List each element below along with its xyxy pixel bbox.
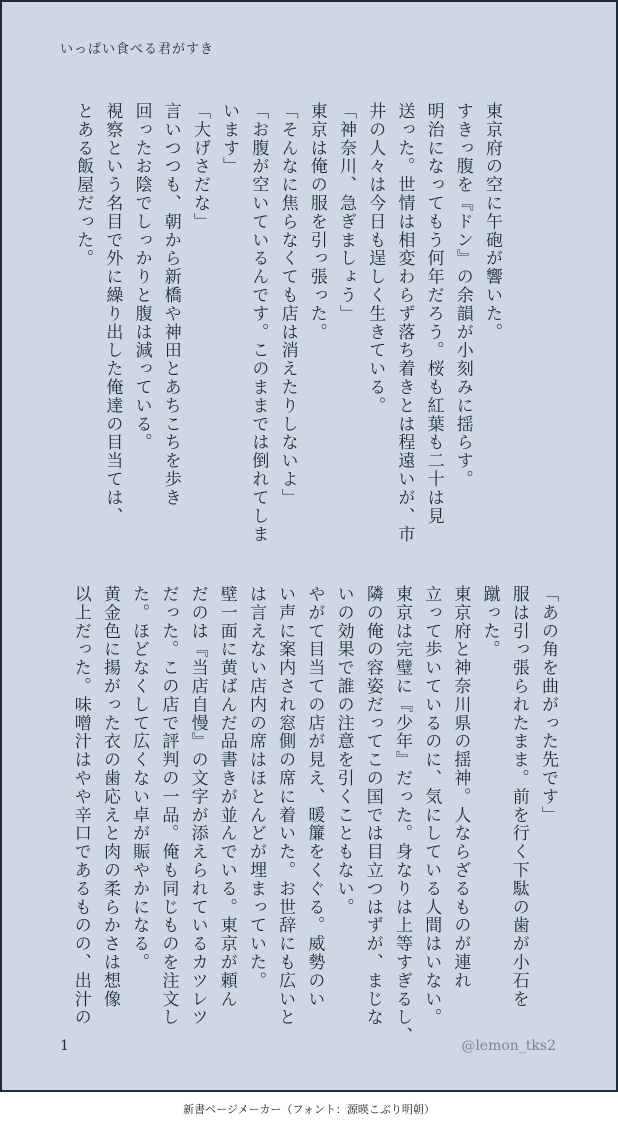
text-line: 立って歩いているのに、気にしている人間はいない。 xyxy=(421,585,442,1027)
text-line: 言いつつも、朝から新橋や神田とあちこちを歩き xyxy=(160,102,181,507)
text-line: やがて目当ての店が見え、暖簾をくぐる。威勢のい xyxy=(304,585,325,1009)
text-line: 送った。世情は相変わらず落ち着きとは程遠いが、市 xyxy=(394,102,415,544)
page-number: 1 xyxy=(60,1038,69,1054)
text-line: 視察という名目で外に繰り出した俺達の目当ては、 xyxy=(102,102,123,526)
text-line: とある飯屋だった。 xyxy=(73,102,94,268)
running-header: いっぱい食べる君がすき xyxy=(60,42,215,57)
text-line: います」 xyxy=(219,102,240,176)
text-line: た。ほどなくして広くない卓が賑やかになる。 xyxy=(129,585,150,972)
text-line: 以上だった。味噌汁はやや辛口であるものの、出汁の xyxy=(70,585,91,1027)
text-line: 東京府の空に午砲が響いた。 xyxy=(482,102,502,342)
text-line: い声に案内され窓側の席に着いた。お世辞にも広いと xyxy=(275,585,296,1027)
text-line: 蹴った。 xyxy=(479,585,500,659)
text-line: だった。この店で評判の一品。俺も同じものを注文し xyxy=(158,585,179,1027)
text-line: 隣の俺の容姿だってこの国では目立つはずが、まじな xyxy=(362,585,383,1027)
author-credit: @lemon_tks2 xyxy=(461,1038,556,1054)
text-line: いの効果で誰の注意を引くこともない。 xyxy=(333,585,354,917)
text-line: 明治になってもう何年だろう。桜も紅葉も二十は見 xyxy=(423,102,444,526)
text-line: だのは『当店自慢』の文字が添えられているカツレツ xyxy=(187,585,208,1027)
text-line: 東京は完璧に『少年』だった。身なりは上等すぎるし、 xyxy=(391,585,412,1045)
text-line: 「そんなに焦らなくても店は消えたりしないよ」 xyxy=(277,102,298,507)
text-line: 東京府と神奈川県の揺神。人ならざるものが連れ xyxy=(450,585,471,990)
text-line: 「神奈川、急ぎましょう」 xyxy=(335,102,356,323)
text-line: 「お腹が空いているんです。このままでは倒れてしま xyxy=(248,102,269,544)
text-line: 東京は俺の服を引っ張った。 xyxy=(306,102,327,342)
text-line: 回ったお陰でしっかりと腹は減っている。 xyxy=(131,102,152,452)
text-line: は言えない店内の席はほとんどが埋まっていた。 xyxy=(245,585,266,990)
text-block-lower xyxy=(66,585,562,1045)
generator-credit: 新書ページメーカー（フォント：源暎こぶり明朝） xyxy=(183,1103,435,1116)
text-line: 井の人々は今日も逞しく生きている。 xyxy=(365,102,386,415)
text-line: 服は引っ張られたまま。前を行く下駄の歯が小石を xyxy=(508,585,529,1009)
text-line: 壁一面に黄ばんだ品書きが並んでいる。東京が頼ん xyxy=(216,585,237,1009)
text-line: 黄金色に揚がった衣の歯応えと肉の柔らかさは想像 xyxy=(99,585,120,1009)
text-block-upper xyxy=(68,102,506,544)
text-line: 「大げさだな」 xyxy=(189,102,210,231)
text-line: すきっ腹を『ドン』の余韻が小刻みに揺らす。 xyxy=(452,102,473,489)
text-line: 「あの角を曲がった先です」 xyxy=(538,585,558,825)
